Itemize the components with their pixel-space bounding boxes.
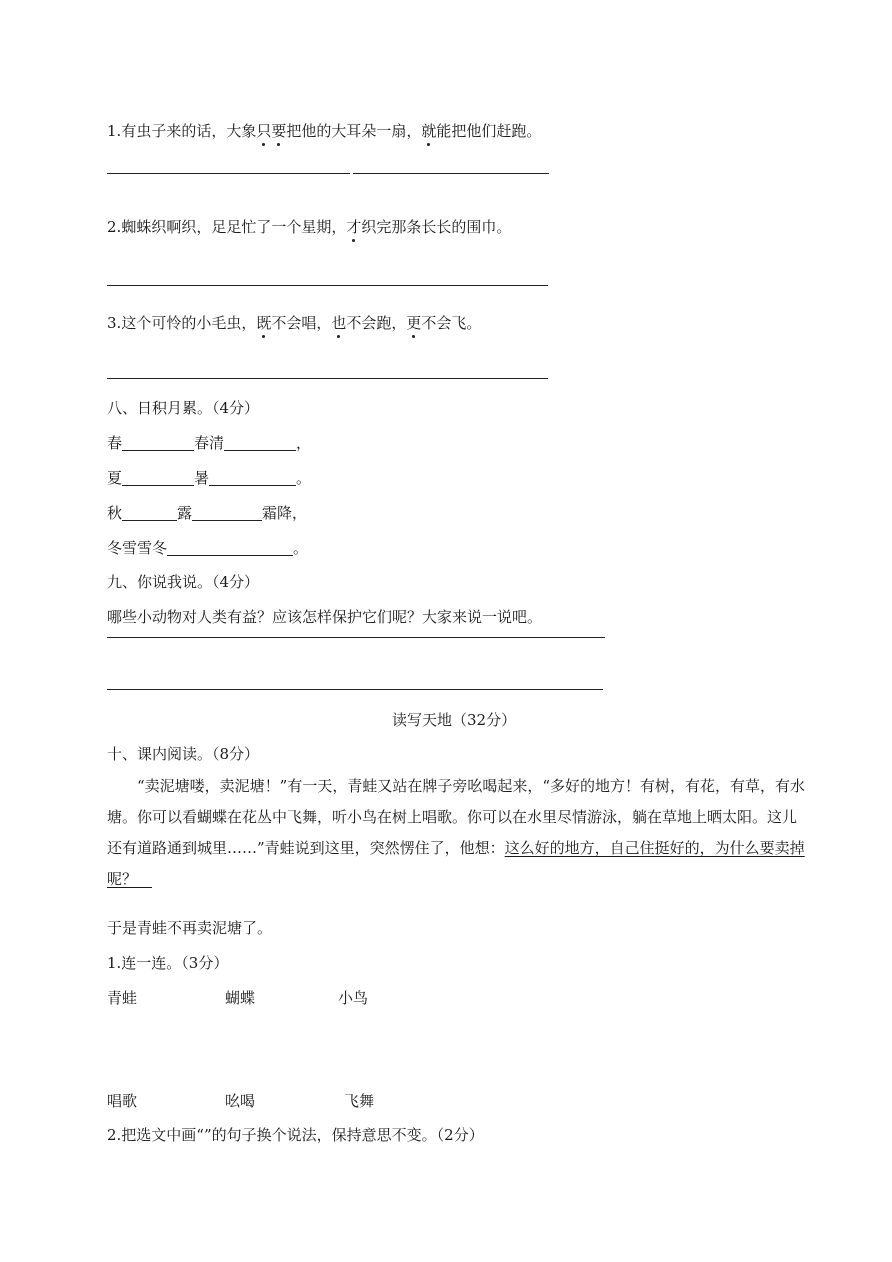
match-top-bird[interactable]: 小鸟 bbox=[338, 989, 369, 1007]
dotted-char: 既 bbox=[256, 314, 272, 332]
sentence-2: 2.蜘蛛织啊织，足足忙了一个星期，才织完那条长长的围巾。 bbox=[107, 218, 512, 236]
sentence-3: 3.这个可怜的小毛虫，既不会唱，也不会跑，更不会飞。 bbox=[107, 314, 482, 332]
match-bottom-sing[interactable]: 唱歌 bbox=[107, 1092, 138, 1110]
match-bottom-shout[interactable]: 吆喝 bbox=[225, 1092, 256, 1110]
section-9-prompt: 哪些小动物对人类有益？应该怎样保护它们呢？大家来说一说吧。 bbox=[107, 608, 543, 626]
dotted-char: 更 bbox=[406, 314, 422, 332]
dotted-char: 也 bbox=[331, 314, 347, 332]
sentence-1: 1.有虫子来的话，大象只要把他的大耳朵一扇，就能把他们赶跑。 bbox=[107, 122, 542, 140]
fill-blank[interactable] bbox=[122, 503, 177, 521]
answer-line-1b[interactable] bbox=[353, 173, 549, 174]
solar-terms-line-1: 春 春清 ， bbox=[107, 434, 312, 452]
reading-passage: “卖泥塘喽，卖泥塘！”有一天，青蛙又站在牌子旁吆喝起来，“多好的地方！有树，有花，有草，有水塘。你可以看蝴蝶在花丛中飞舞，听小鸟在树上唱歌。你可以在水里尽情游泳，躺在草地上晒太阳。这儿还有道路通到城里……”青蛙说到这里，突然愣住了，他想：这么好的地方，自己住挺好的，为什么要卖掉呢？ bbox=[107, 777, 806, 888]
dotted-char: 就 bbox=[421, 122, 437, 140]
dotted-char: 才 bbox=[346, 218, 362, 236]
section-8-title: 八、日积月累。（4分） bbox=[107, 399, 260, 417]
match-top-butterfly[interactable]: 蝴蝶 bbox=[225, 989, 256, 1007]
solar-terms-line-2: 夏 暑 。 bbox=[107, 469, 312, 487]
match-top-frog[interactable]: 青蛙 bbox=[107, 989, 138, 1007]
fill-blank[interactable] bbox=[122, 468, 194, 486]
fill-blank[interactable] bbox=[122, 433, 194, 451]
answer-line-2[interactable] bbox=[107, 285, 548, 286]
fill-blank[interactable] bbox=[209, 468, 296, 486]
solar-terms-line-3: 秋 露 霜降， bbox=[107, 504, 308, 522]
reading-section-header: 读写天地（32分） bbox=[392, 711, 517, 729]
dotted-char: 只 bbox=[256, 122, 272, 140]
underlined-sentence: 这么好的地方，自己住挺好的，为什么要卖掉呢？ bbox=[107, 839, 805, 888]
question-1-title: 1.连一连。（3分） bbox=[107, 954, 229, 972]
fill-blank[interactable] bbox=[192, 503, 262, 521]
dotted-char: 要 bbox=[271, 122, 287, 140]
answer-line-9a[interactable] bbox=[107, 637, 605, 638]
match-bottom-fly[interactable]: 飞舞 bbox=[344, 1092, 375, 1110]
solar-terms-line-4: 冬雪雪冬 。 bbox=[107, 539, 309, 557]
section-9-title: 九、你说我说。（4分） bbox=[107, 573, 260, 591]
answer-line-3[interactable] bbox=[107, 378, 548, 379]
question-2-title: 2.把选文中画“”的句子换个说法，保持意思不变。（2分） bbox=[107, 1126, 484, 1144]
fill-blank[interactable] bbox=[167, 538, 293, 556]
section-10-title: 十、课内阅读。（8分） bbox=[107, 745, 260, 763]
fill-blank[interactable] bbox=[224, 433, 296, 451]
answer-line-1a[interactable] bbox=[107, 173, 350, 174]
answer-line-9b[interactable] bbox=[107, 689, 603, 690]
passage-ending: 于是青蛙不再卖泥塘了。 bbox=[107, 919, 273, 937]
